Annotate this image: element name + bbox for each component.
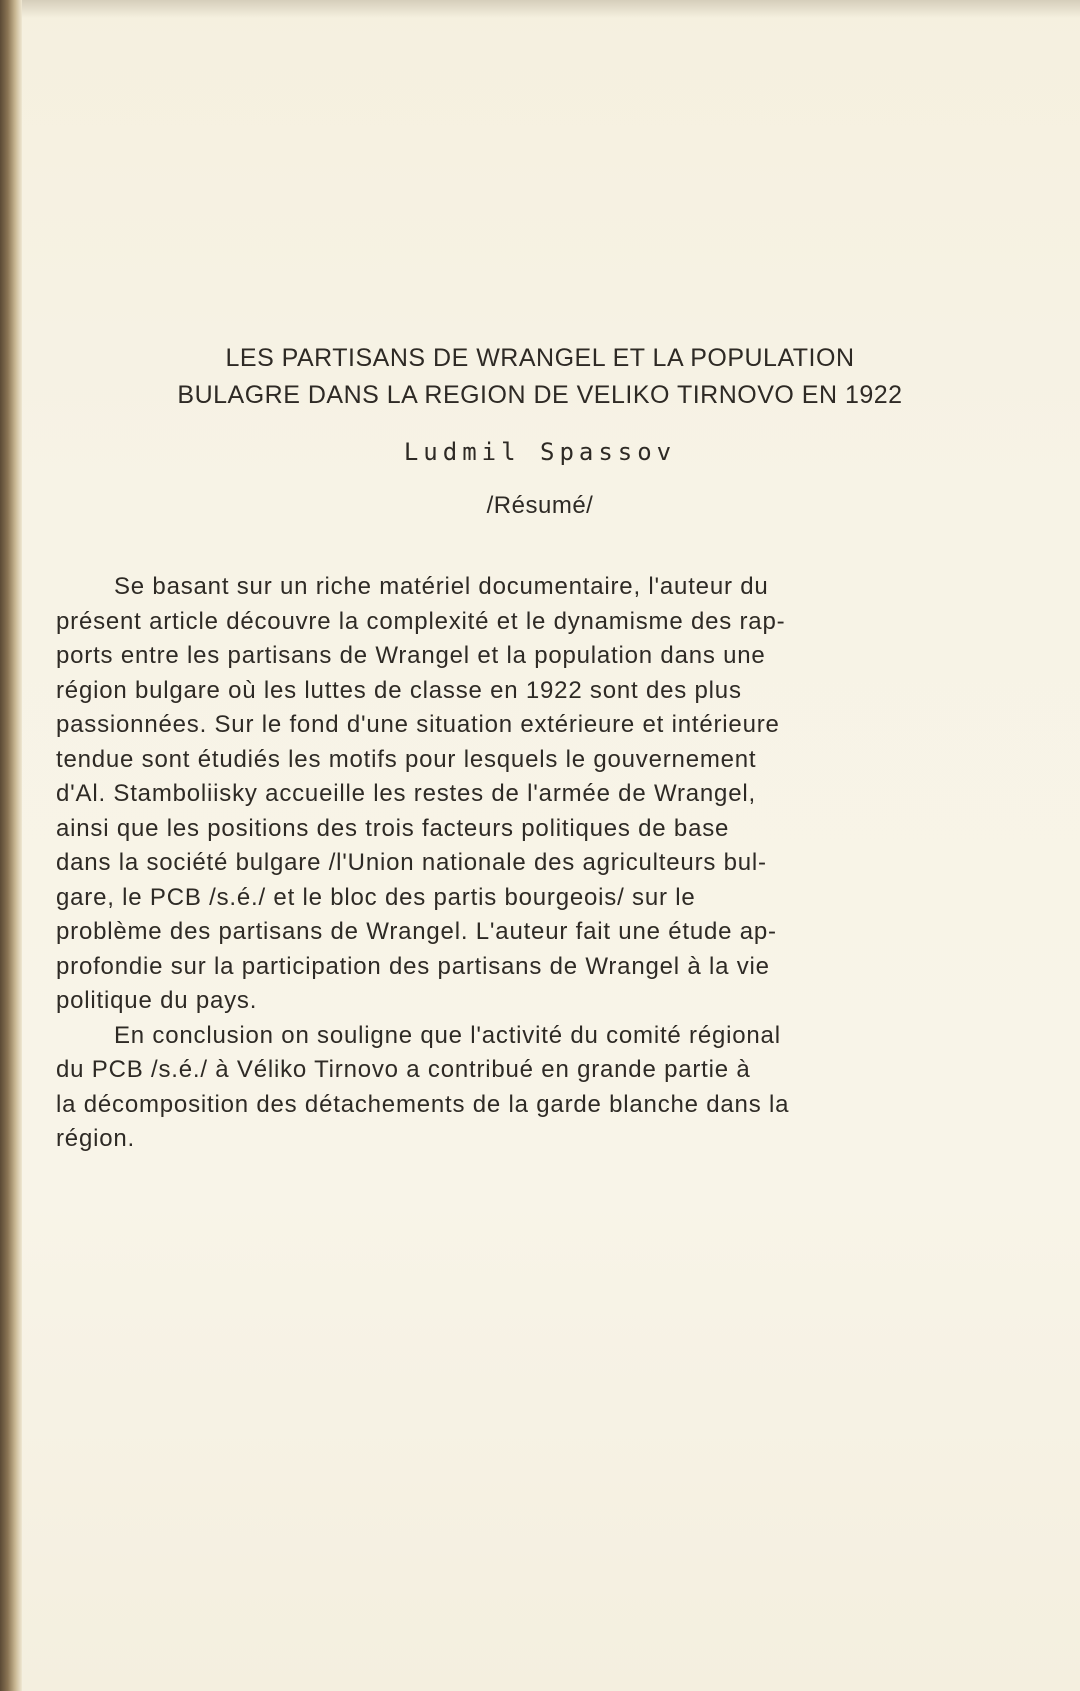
article-title	[60, 340, 1020, 414]
paragraph-1-line-9: dans la société bulgare /l'Union nationale des agriculteurs bul-	[56, 849, 767, 876]
paragraph-2-line-3: la décomposition des détachements de la garde blanche dans la	[56, 1090, 790, 1118]
resume-label: /Résumé/	[486, 492, 594, 519]
paragraph-2-line-1: En conclusion on souligne que l'activité du comité régional	[114, 1021, 781, 1049]
paragraph-1-line-10: gare, le PCB /s.é./ et le bloc des partis bourgeois/ sur le	[56, 883, 696, 911]
paragraph-1-line-12: profondie sur la participation des partisans de Wrangel à la vie	[56, 952, 770, 980]
paragraph-2-line-2: du PCB /s.é./ à Véliko Tirnovo a contribué en grande partie à	[56, 1056, 751, 1083]
article-title-line-1: LES PARTISANS DE WRANGEL ET LA POPULATION	[225, 344, 855, 372]
paragraph-1-line-11: problème des partisans de Wrangel. L'auteur fait une étude ap-	[56, 918, 777, 945]
paragraph-1-line-7: d'Al. Stamboliisky accueille les restes de l'armée de Wrangel,	[56, 780, 756, 807]
page-binding-edge	[0, 0, 22, 1691]
author-name: Ludmil Spassov	[403, 438, 677, 466]
paragraph-1-line-1: Se basant sur un riche matériel documentaire, l'auteur du	[114, 573, 769, 600]
article-title-line-2: BULAGRE DANS LA REGION DE VELIKO TIRNOVO EN 1922	[177, 381, 903, 409]
paragraph-1-line-8: ainsi que les positions des trois facteurs politiques de base	[56, 814, 730, 842]
paragraph-1-line-6: tendue sont étudiés les motifs pour lesquels le gouvernement	[56, 745, 757, 773]
resume-body	[56, 570, 1016, 1157]
paragraph-1-line-5: passionnées. Sur le fond d'une situation extérieure et intérieure	[56, 711, 780, 738]
page-top-shadow	[22, 0, 1080, 18]
paragraph-1-line-13: politique du pays.	[56, 987, 258, 1014]
paragraph-1-line-2: présent article découvre la complexité et le dynamisme des rap-	[56, 607, 786, 635]
paragraph-2-line-4: région.	[56, 1125, 135, 1152]
paragraph-1-line-3: ports entre les partisans de Wrangel et la population dans une	[56, 642, 766, 669]
paragraph-1-line-4: région bulgare où les luttes de classe en 1922 sont des plus	[56, 676, 742, 704]
